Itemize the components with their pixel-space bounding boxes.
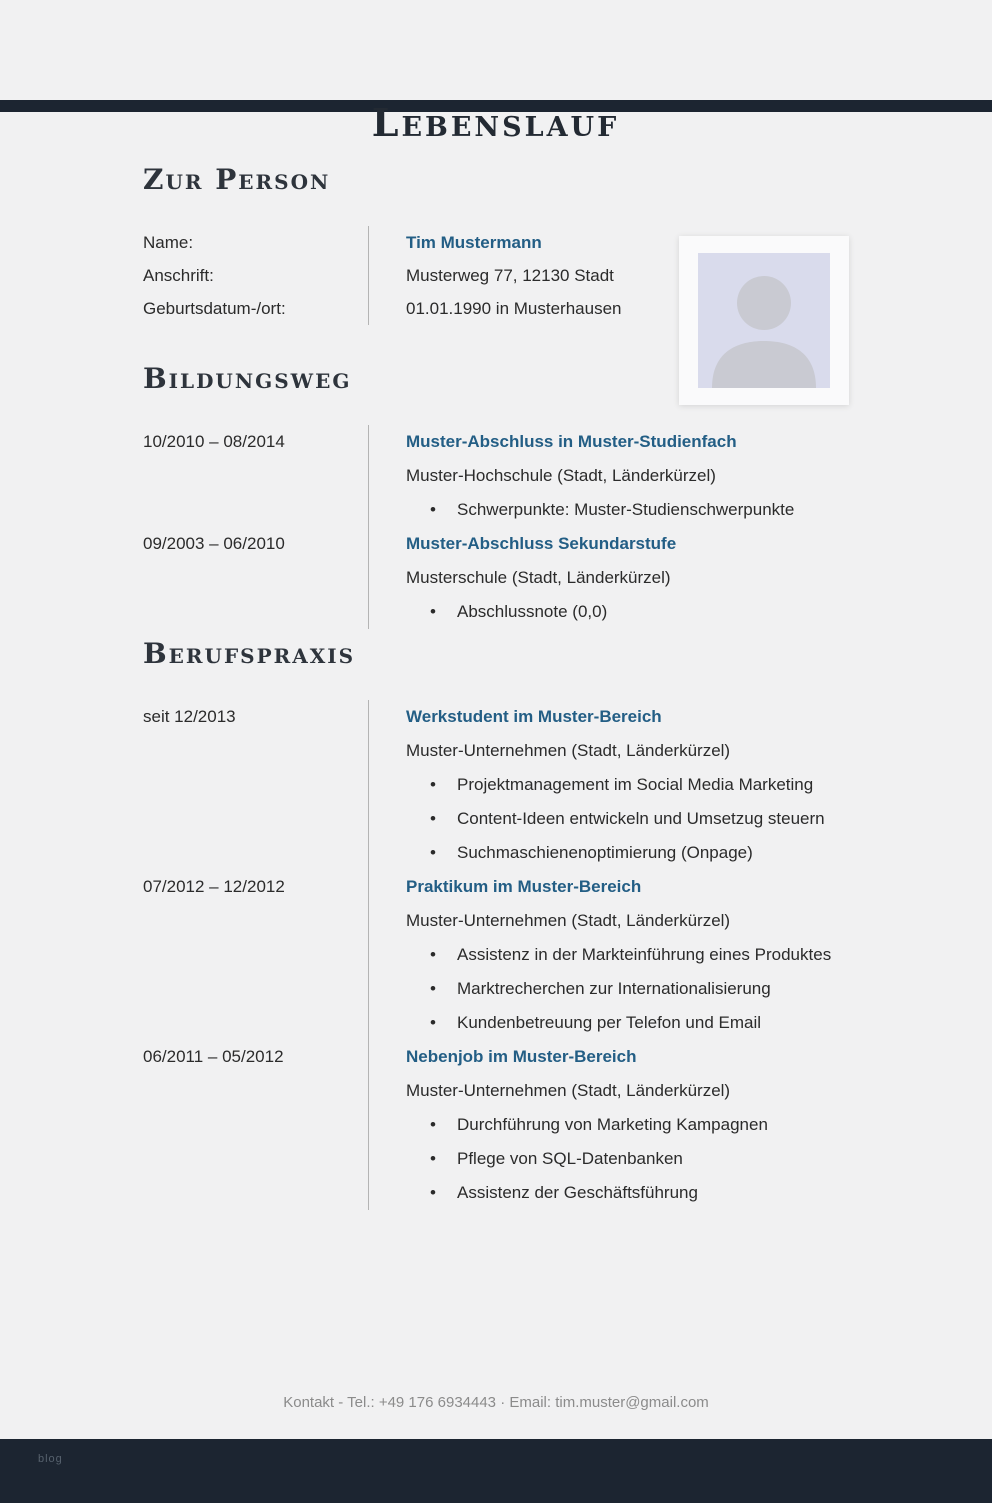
bullet-text: Schwerpunkte: Muster-Studienschwerpunkte (457, 500, 795, 519)
bullet-item (406, 1108, 848, 1142)
entry-body (368, 425, 848, 527)
person-row (143, 292, 848, 325)
resume-page (0, 100, 992, 1210)
entry-title: Nebenjob im Muster-Bereich (406, 1047, 637, 1066)
document-title: Lebenslauf (371, 100, 620, 145)
bullet-icon: • (430, 1183, 436, 1202)
bullet-text: Suchmaschienenoptimierung (Onpage) (457, 843, 753, 862)
bullet-item (406, 938, 848, 972)
watermark-text: blog (38, 1453, 63, 1465)
bullet-item (406, 972, 848, 1006)
entry-subtitle: Muster-Unternehmen (Stadt, Länderkürzel) (406, 911, 731, 930)
person-value-address: Musterweg 77, 12130 Stadt (368, 259, 848, 292)
person-row (143, 259, 848, 292)
entry-title: Praktikum im Muster-Bereich (406, 877, 642, 896)
bullet-icon: • (430, 602, 436, 621)
section-heading-experience: Berufspraxis (143, 637, 356, 670)
person-label: Geburtsdatum-/ort: (143, 299, 286, 318)
bullet-text: Content-Ideen entwickeln und Umsetzug steuern (457, 809, 825, 828)
bullet-icon: • (430, 945, 436, 964)
entry-subtitle: Muster-Unternehmen (Stadt, Länderkürzel) (406, 1081, 731, 1100)
entry-date: 06/2011 – 05/2012 (143, 1047, 284, 1066)
entry-subtitle: Muster-Hochschule (Stadt, Länderkürzel) (406, 466, 716, 485)
entry-body (368, 1040, 848, 1210)
bullet-item (406, 1176, 848, 1210)
bullet-item (406, 1006, 848, 1040)
entry-title: Werkstudent im Muster-Bereich (406, 707, 662, 726)
experience-entry (143, 1040, 848, 1210)
education-entry (143, 425, 848, 527)
bullet-icon: • (430, 1115, 436, 1134)
bullet-item (406, 802, 848, 836)
bullet-text: Durchführung von Marketing Kampagnen (457, 1115, 768, 1134)
entry-body (368, 527, 848, 629)
contact-footer: Kontakt - Tel.: +49 176 6934443 · Email: tim.muster@gmail.com (283, 1394, 709, 1411)
experience-entry (143, 870, 848, 1040)
bullet-item (406, 493, 848, 527)
education-section (143, 425, 848, 629)
bullet-icon: • (430, 1149, 436, 1168)
person-section (143, 226, 848, 325)
bullet-text: Kundenbetreuung per Telefon und Email (457, 1013, 762, 1032)
entry-title: Muster-Abschluss Sekundarstufe (406, 534, 677, 553)
bullet-icon: • (430, 500, 436, 519)
entry-date: 07/2012 – 12/2012 (143, 877, 285, 896)
bullet-text: Marktrecherchen zur Internationalisierung (457, 979, 771, 998)
section-heading-person: Zur Person (143, 163, 331, 196)
section-heading-education: Bildungsweg (143, 362, 352, 395)
bullet-text: Pflege von SQL-Datenbanken (457, 1149, 683, 1168)
person-value-name: Tim Mustermann (368, 226, 848, 259)
bullet-text: Assistenz in der Markteinführung eines Produktes (457, 945, 832, 964)
bullet-icon: • (430, 979, 436, 998)
entry-title: Muster-Abschluss in Muster-Studienfach (406, 432, 737, 451)
entry-subtitle: Musterschule (Stadt, Länderkürzel) (406, 568, 671, 587)
education-entry (143, 527, 848, 629)
person-value-birth: 01.01.1990 in Musterhausen (368, 292, 848, 325)
bullet-text: Projektmanagement im Social Media Marketing (457, 775, 814, 794)
entry-subtitle: Muster-Unternehmen (Stadt, Länderkürzel) (406, 741, 731, 760)
person-label: Anschrift: (143, 266, 214, 285)
entry-body (368, 700, 848, 870)
bullet-icon: • (430, 775, 436, 794)
bullet-icon: • (430, 809, 436, 828)
entry-date: 10/2010 – 08/2014 (143, 432, 285, 451)
entry-body (368, 870, 848, 1040)
bullet-text: Assistenz der Geschäftsführung (457, 1183, 698, 1202)
person-row (143, 226, 848, 259)
bullet-item (406, 595, 848, 629)
bullet-item (406, 1142, 848, 1176)
person-label: Name: (143, 233, 194, 252)
bullet-item (406, 836, 848, 870)
bullet-icon: • (430, 843, 436, 862)
entry-date: seit 12/2013 (143, 707, 236, 726)
bullet-text: Abschlussnote (0,0) (457, 602, 608, 621)
bottom-border-bar (0, 1439, 992, 1503)
bullet-icon: • (430, 1013, 436, 1032)
entry-date: 09/2003 – 06/2010 (143, 534, 285, 553)
experience-entry (143, 700, 848, 870)
experience-section (143, 700, 848, 1210)
bullet-item (406, 768, 848, 802)
